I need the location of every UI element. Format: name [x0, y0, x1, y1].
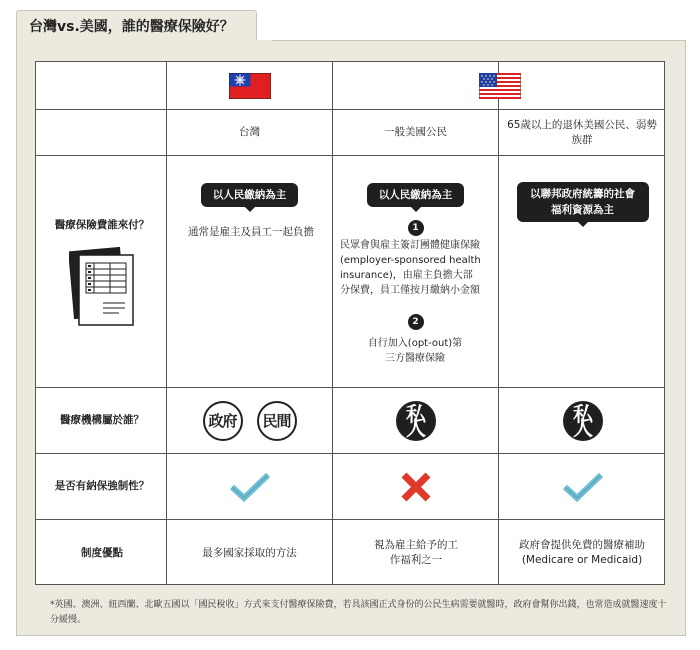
us-general-payer-badge-cell — [333, 180, 498, 210]
taiwan-flag-icon — [229, 73, 271, 99]
column-header-us-general: 一般美國公民 — [384, 126, 447, 138]
check-icon — [562, 471, 604, 503]
taiwan-payer-badge-cell — [167, 180, 332, 210]
step-number-1: 1 — [408, 220, 424, 236]
footnote: *英國、澳洲、紐西蘭、北歐五國以「國民稅收」方式來支付醫療保險費，若具該國正式身份的公民生病需要就醫時，政府會幫你出錢，也常造成就醫速度十分緩慢。 — [50, 600, 667, 625]
page-title: 台灣vs.美國，誰的醫療保險好？ — [29, 19, 234, 35]
us-senior-payer-badge-cell — [499, 180, 666, 224]
taiwan-payer-badge: 以人民繳納為主 — [201, 183, 299, 207]
us-general-payer-badge: 以人民繳納為主 — [367, 183, 465, 207]
us-senior-payer-badge: 以聯邦政府統籌的社會福利資源為主 — [517, 182, 649, 222]
us-general-advantage: 視為雇主給予的工作福利之一 — [374, 539, 458, 566]
row-label-advantage: 制度優點 — [81, 546, 123, 559]
column-header-taiwan: 台灣 — [239, 126, 260, 138]
taiwan-advantage: 最多國家採取的方法 — [202, 546, 297, 559]
us-flag-cell — [333, 62, 666, 109]
row-label-institution: 醫療機構屬於誰？ — [60, 414, 144, 426]
step-number-2: 2 — [408, 314, 424, 330]
document-icon — [69, 245, 137, 327]
taiwan-flag-cell — [167, 62, 332, 109]
us-flag-icon — [479, 73, 521, 99]
cross-icon — [399, 470, 433, 504]
row-label-mandatory: 是否有納保強制性？ — [54, 480, 150, 492]
comparison-table — [35, 61, 665, 585]
taiwan-institution-cell — [167, 388, 332, 453]
us-general-payer-item1: 民眾會與雇主簽訂團體健康保險(employer-sponsored health insurance)，由雇主負擔大部分保費，員工僅按月繳納小金額 — [340, 240, 481, 296]
taiwan-payer-text: 通常是雇主及員工一起負擔 — [188, 225, 314, 238]
title-tab — [16, 10, 257, 41]
private-seal-icon: 私人 — [396, 401, 436, 441]
row-label-who-pays: 醫療保險費誰來付？ — [54, 218, 150, 231]
government-seal-icon: 政府 — [203, 401, 243, 441]
private-seal-icon: 私人 — [563, 401, 603, 441]
us-general-payer-item2: 自行加入(opt-out)第三方醫療保險 — [367, 338, 463, 364]
check-icon — [229, 471, 271, 503]
column-header-us-senior: 65歲以上的退休美國公民、弱勢族群 — [507, 118, 657, 146]
us-senior-mandatory-cell — [499, 454, 666, 519]
us-senior-advantage: 政府會提供免費的醫療補助(Medicare or Medicaid) — [519, 539, 645, 566]
taiwan-mandatory-cell — [167, 454, 332, 519]
us-general-mandatory-cell — [333, 454, 498, 519]
us-senior-institution-cell — [499, 388, 666, 453]
private-sector-seal-icon: 民間 — [257, 401, 297, 441]
us-general-institution-cell — [333, 388, 498, 453]
